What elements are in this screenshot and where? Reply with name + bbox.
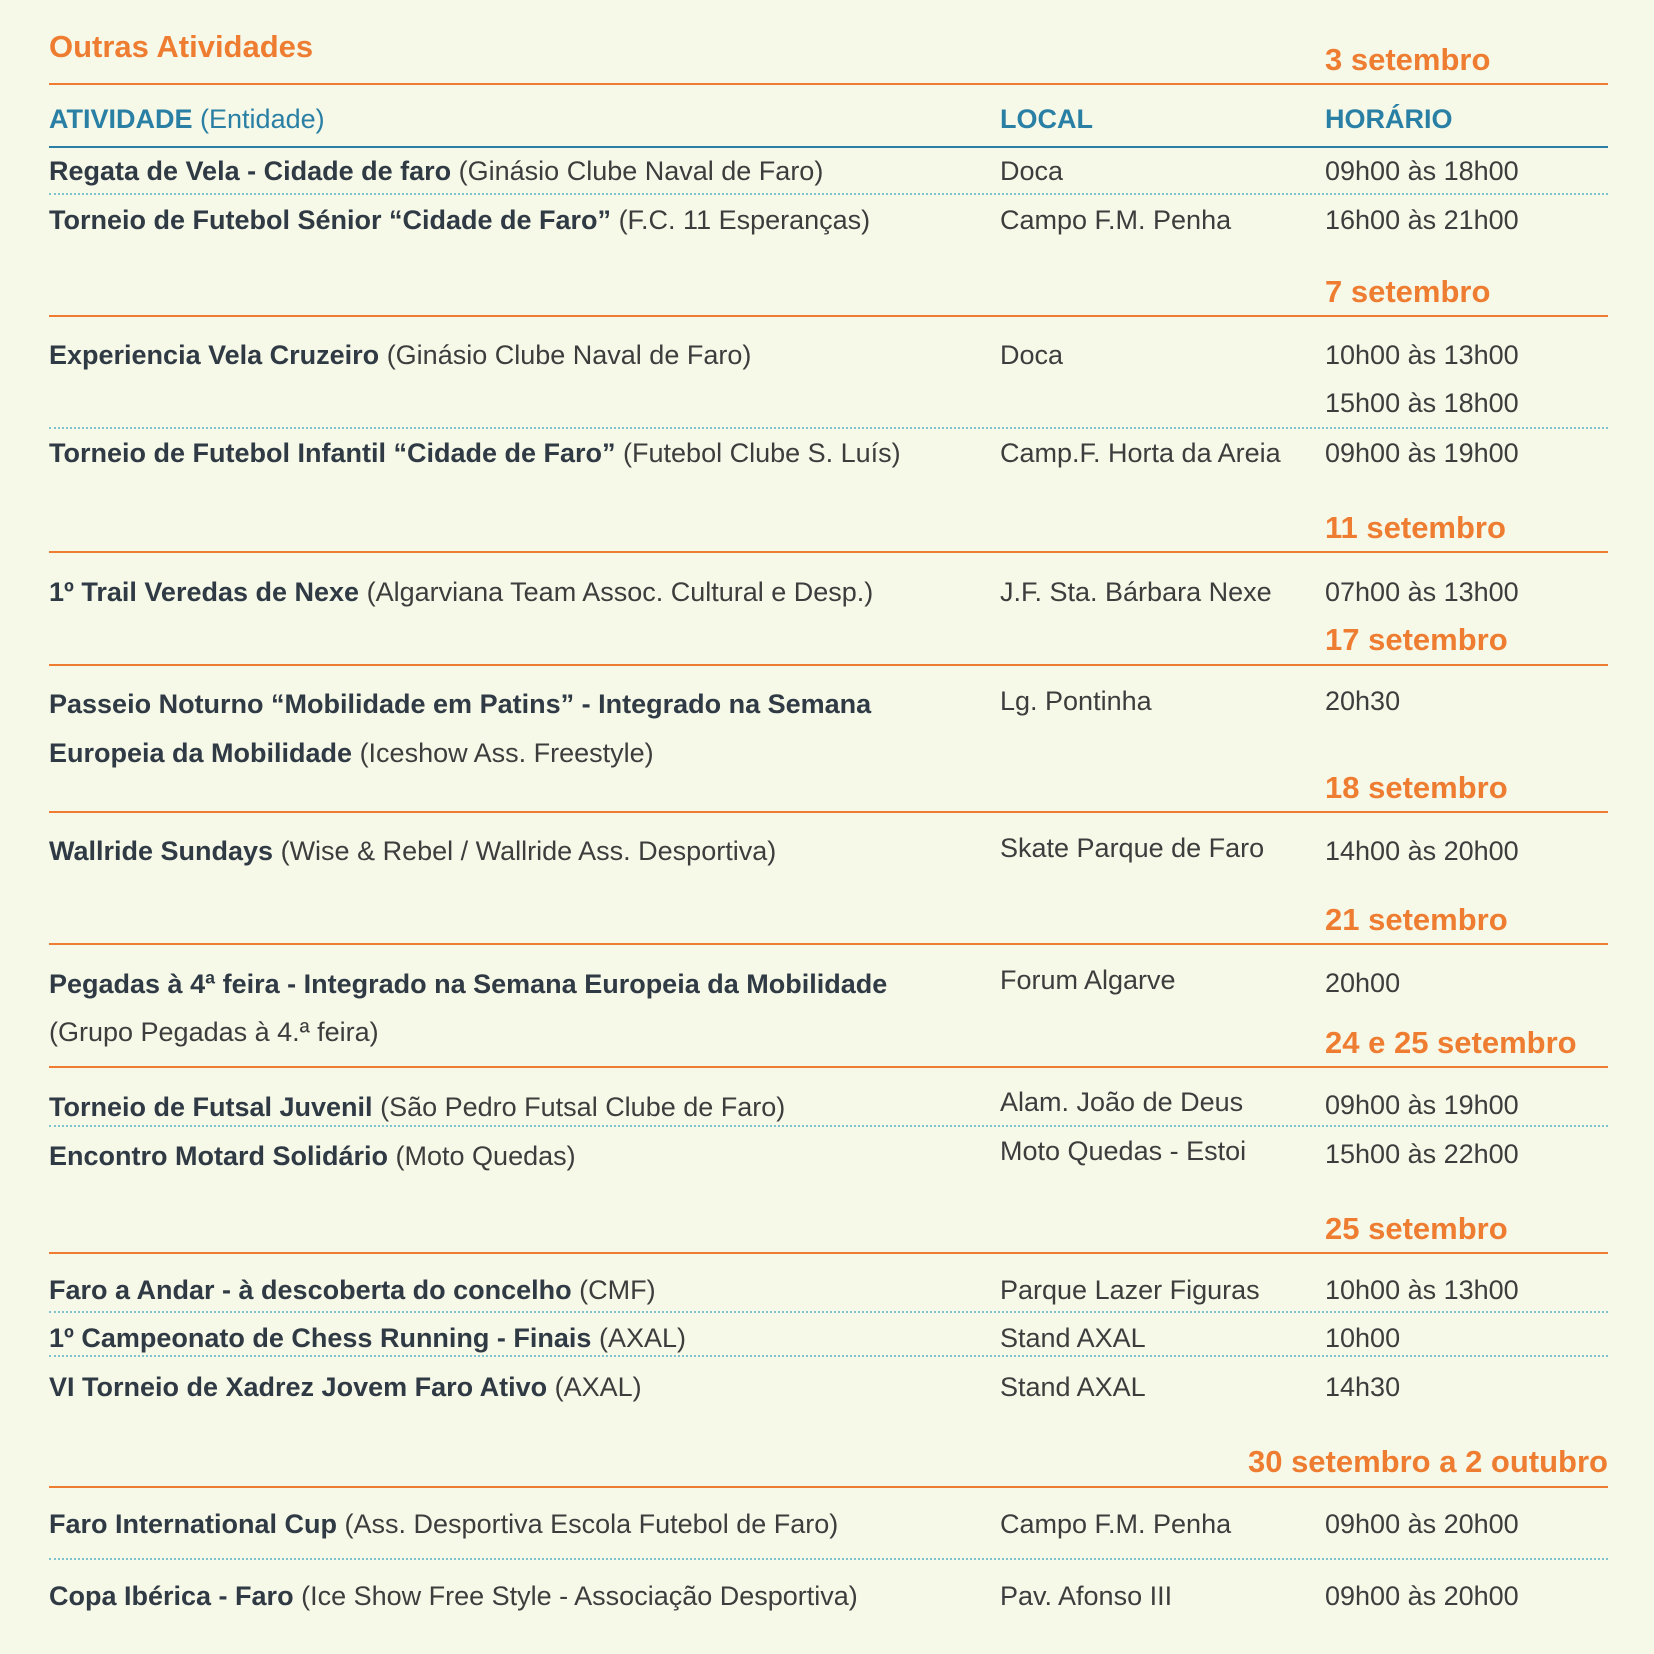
activity-time: 14h30	[1325, 1372, 1401, 1402]
date-heading: 24 e 25 setembro	[1325, 1025, 1577, 1060]
row-divider	[49, 1125, 1608, 1127]
date-heading: 21 setembro	[1325, 902, 1508, 937]
activity-entity: (Grupo Pegadas à 4.ª feira)	[49, 1017, 379, 1047]
row-divider	[49, 1311, 1608, 1313]
table-row-activity	[49, 331, 989, 380]
activity-name-continued: Europeia da Mobilidade	[49, 738, 353, 768]
activity-name: Torneio de Futebol Infantil “Cidade de Faro”	[49, 438, 616, 468]
table-row-activity-continued	[49, 1008, 989, 1057]
activity-entity: (Algarviana Team Assoc. Cultural e Desp.)	[366, 577, 874, 607]
divider	[49, 315, 1608, 317]
divider	[49, 83, 1608, 85]
activity-local: Camp.F. Horta da Areia	[1000, 438, 1281, 468]
divider	[49, 1066, 1608, 1068]
activity-time: 09h00 às 20h00	[1325, 1509, 1519, 1539]
activity-time: 15h00 às 22h00	[1325, 1139, 1519, 1169]
table-row-activity	[49, 680, 989, 729]
activity-time: 07h00 às 13h00	[1325, 577, 1519, 607]
activity-time: 10h00 às 13h00	[1325, 340, 1519, 370]
table-row-activity	[49, 1266, 989, 1315]
activity-local: Skate Parque de Faro	[1000, 833, 1265, 863]
activity-time: 20h00	[1325, 968, 1401, 998]
header-horario: HORÁRIO	[1325, 104, 1453, 134]
date-heading: 17 setembro	[1325, 622, 1508, 657]
activity-entity: (Ass. Desportiva Escola Futebol de Faro)	[344, 1509, 839, 1539]
divider	[49, 551, 1608, 553]
table-row-activity	[49, 1572, 989, 1621]
activity-name: Encontro Motard Solidário	[49, 1141, 389, 1171]
activity-name: VI Torneio de Xadrez Jovem Faro Ativo	[49, 1372, 548, 1402]
activity-name: 1º Trail Veredas de Nexe	[49, 577, 360, 607]
row-divider	[49, 1558, 1608, 1560]
date-heading: 18 setembro	[1325, 770, 1508, 805]
activity-time-second: 15h00 às 18h00	[1325, 388, 1519, 418]
activity-name: 1º Campeonato de Chess Running - Finais	[49, 1323, 592, 1353]
table-row-activity	[49, 960, 989, 1009]
column-header-local	[1000, 104, 1093, 135]
page-title: Outras Atividades	[49, 29, 314, 64]
activity-name: Torneio de Futebol Sénior “Cidade de Faro”	[49, 205, 612, 235]
activity-local: Campo F.M. Penha	[1000, 205, 1232, 235]
column-header-atividade	[49, 104, 325, 135]
activity-local: J.F. Sta. Bárbara Nexe	[1000, 577, 1272, 607]
table-row-activity	[49, 827, 989, 876]
divider	[49, 1252, 1608, 1254]
activity-time: 10h00	[1325, 1323, 1401, 1353]
activity-name: Faro International Cup	[49, 1509, 338, 1539]
activity-entity: (Moto Quedas)	[395, 1141, 576, 1171]
activity-name: Wallride Sundays	[49, 836, 274, 866]
table-row-activity-continued	[49, 729, 989, 778]
activity-entity: (São Pedro Futsal Clube de Faro)	[380, 1092, 786, 1122]
activity-local: Campo F.M. Penha	[1000, 1509, 1232, 1539]
date-heading: 7 setembro	[1325, 274, 1491, 309]
activity-local: Pav. Afonso III	[1000, 1581, 1173, 1611]
header-atividade: ATIVIDADE	[49, 104, 193, 134]
activity-entity: (AXAL)	[554, 1372, 642, 1402]
activity-local: Lg. Pontinha	[1000, 686, 1152, 716]
activity-time: 10h00 às 13h00	[1325, 1275, 1519, 1305]
activity-local: Parque Lazer Figuras	[1000, 1275, 1260, 1305]
activity-local: Stand AXAL	[1000, 1372, 1146, 1402]
activity-entity: (Ice Show Free Style - Associação Desportiva)	[301, 1581, 858, 1611]
divider	[49, 1486, 1608, 1488]
activity-entity: (Ginásio Clube Naval de Faro)	[458, 156, 824, 186]
divider	[49, 943, 1608, 945]
activity-time: 09h00 às 19h00	[1325, 438, 1519, 468]
activity-entity: (Ginásio Clube Naval de Faro)	[386, 340, 752, 370]
divider	[49, 664, 1608, 666]
activity-time: 09h00 às 19h00	[1325, 1090, 1519, 1120]
table-row-activity	[49, 147, 989, 196]
activity-entity: (Futebol Clube S. Luís)	[623, 438, 901, 468]
activity-name: Passeio Noturno “Mobilidade em Patins” - Integrado na Semana	[49, 689, 872, 719]
table-row-activity	[49, 568, 989, 617]
column-header-horario	[1325, 104, 1453, 135]
date-heading: 11 setembro	[1325, 510, 1506, 545]
date-heading: 25 setembro	[1325, 1211, 1508, 1246]
table-row-activity	[49, 1132, 989, 1181]
date-heading: 3 setembro	[1325, 42, 1491, 77]
activity-time: 09h00 às 20h00	[1325, 1581, 1519, 1611]
activity-time: 20h30	[1325, 686, 1401, 716]
activity-name: Faro a Andar - à descoberta do concelho	[49, 1275, 572, 1305]
activity-entity: (AXAL)	[598, 1323, 686, 1353]
activity-time: 16h00 às 21h00	[1325, 205, 1519, 235]
activity-local: Doca	[1000, 340, 1064, 370]
activity-entity: (Iceshow Ass. Freestyle)	[359, 738, 654, 768]
activity-entity: (F.C. 11 Esperanças)	[618, 205, 871, 235]
header-entidade: (Entidade)	[200, 104, 325, 134]
activity-time: 09h00 às 18h00	[1325, 156, 1519, 186]
table-row-activity	[49, 1500, 989, 1549]
activity-name: Torneio de Futsal Juvenil	[49, 1092, 373, 1122]
activity-time: 14h00 às 20h00	[1325, 836, 1519, 866]
divider	[49, 811, 1608, 813]
activity-name: Regata de Vela - Cidade de faro	[49, 156, 452, 186]
date-heading: 30 setembro a 2 outubro	[1247, 1444, 1608, 1479]
activity-local: Alam. João de Deus	[1000, 1087, 1244, 1117]
activity-local: Doca	[1000, 156, 1064, 186]
row-divider	[49, 193, 1608, 195]
table-row-activity	[49, 1363, 989, 1412]
row-divider	[49, 1355, 1608, 1357]
table-row-activity	[49, 196, 989, 245]
table-row-activity	[49, 429, 989, 478]
activity-local: Forum Algarve	[1000, 965, 1176, 995]
header-local: LOCAL	[1000, 104, 1093, 134]
activity-name: Copa Ibérica - Faro	[49, 1581, 294, 1611]
activity-entity: (Wise & Rebel / Wallride Ass. Desportiva)	[280, 836, 777, 866]
activity-name: Pegadas à 4ª feira - Integrado na Semana Europeia da Mobilidade	[49, 969, 888, 999]
activity-name: Experiencia Vela Cruzeiro	[49, 340, 380, 370]
activity-local: Stand AXAL	[1000, 1323, 1146, 1353]
activity-local: Moto Quedas - Estoi	[1000, 1136, 1247, 1166]
activity-entity: (CMF)	[579, 1275, 656, 1305]
